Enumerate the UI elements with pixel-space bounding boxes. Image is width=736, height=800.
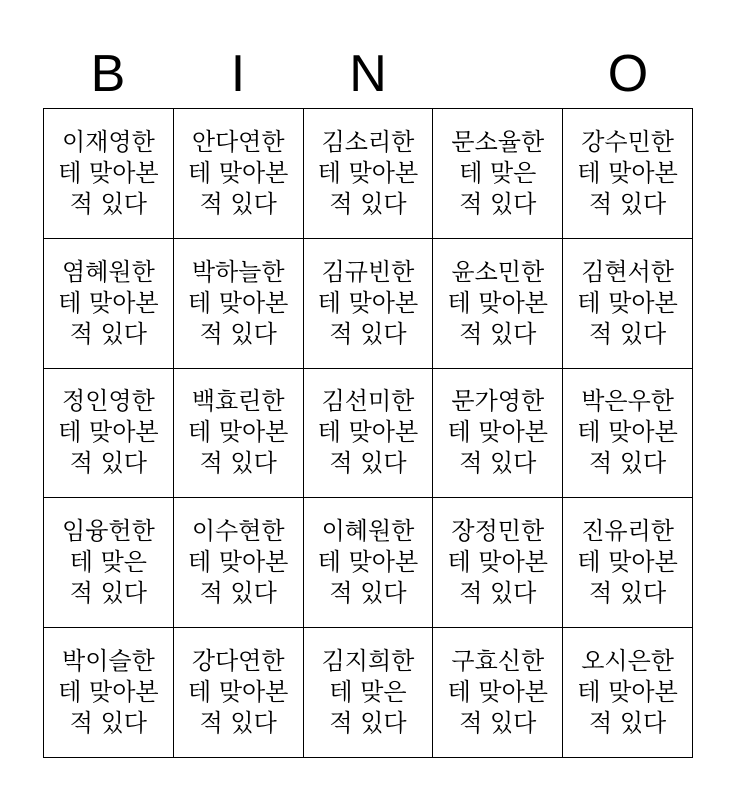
cell-text: 문소율한 테 맞은 적 있다	[451, 127, 545, 218]
cell-text: 장정민한 테 맞아본 적 있다	[447, 517, 548, 608]
bingo-cell[interactable]	[563, 109, 693, 239]
cell-text: 박이슬한 테 맞아본 적 있다	[58, 647, 159, 738]
cell-text: 임융헌한 테 맞은 적 있다	[62, 517, 155, 608]
bingo-cell[interactable]	[563, 498, 693, 628]
bingo-cell[interactable]	[304, 109, 434, 239]
cell-text: 강수민한 테 맞아본 적 있다	[577, 127, 678, 218]
cell-text: 박하늘한 테 맞아본 적 있다	[188, 257, 289, 348]
cell-text: 이재영한 테 맞아본 적 있다	[58, 127, 159, 218]
bingo-cell[interactable]	[44, 109, 174, 239]
bingo-cell[interactable]	[563, 239, 693, 369]
cell-text: 김소리한 테 맞아본 적 있다	[317, 127, 419, 218]
cell-text: 구효신한 테 맞아본 적 있다	[447, 647, 548, 738]
bingo-cell[interactable]	[44, 369, 174, 499]
cell-text: 염혜원한 테 맞아본 적 있다	[58, 257, 159, 348]
bingo-cell[interactable]	[304, 369, 434, 499]
cell-text: 김선미한 테 맞아본 적 있다	[317, 387, 419, 478]
header-letter-i: I	[230, 45, 246, 103]
cell-text: 윤소민한 테 맞아본 적 있다	[447, 257, 548, 348]
cell-text: 이수현한 테 맞아본 적 있다	[188, 517, 289, 608]
bingo-header	[43, 40, 693, 108]
header-letter-o: O	[607, 45, 649, 103]
cell-text: 김지희한 테 맞은 적 있다	[321, 647, 415, 738]
bingo-cell[interactable]	[174, 498, 304, 628]
bingo-cell[interactable]	[174, 369, 304, 499]
bingo-cell[interactable]	[433, 369, 563, 499]
cell-text: 김규빈한 테 맞아본 적 있다	[317, 257, 419, 348]
header-letter-n: N	[349, 45, 387, 103]
bingo-cell[interactable]	[433, 498, 563, 628]
cell-text: 안다연한 테 맞아본 적 있다	[188, 127, 289, 218]
bingo-cell[interactable]	[563, 369, 693, 499]
cell-text: 강다연한 테 맞아본 적 있다	[188, 647, 289, 738]
header-letter-g	[433, 40, 563, 108]
bingo-cell[interactable]	[304, 239, 434, 369]
bingo-cell[interactable]	[433, 109, 563, 239]
bingo-cell[interactable]	[174, 109, 304, 239]
bingo-cell[interactable]	[304, 628, 434, 758]
cell-text: 오시은한 테 맞아본 적 있다	[577, 647, 678, 738]
bingo-cell[interactable]	[433, 239, 563, 369]
cell-text: 이혜원한 테 맞아본 적 있다	[317, 517, 419, 608]
cell-text: 문가영한 테 맞아본 적 있다	[447, 387, 548, 478]
cell-text: 정인영한 테 맞아본 적 있다	[58, 387, 159, 478]
bingo-cell[interactable]	[44, 239, 174, 369]
cell-text: 백효린한 테 맞아본 적 있다	[188, 387, 289, 478]
cell-text: 박은우한 테 맞아본 적 있다	[577, 387, 678, 478]
cell-text: 김현서한 테 맞아본 적 있다	[577, 257, 678, 348]
bingo-cell[interactable]	[304, 498, 434, 628]
bingo-cell[interactable]	[174, 239, 304, 369]
bingo-cell[interactable]	[174, 628, 304, 758]
bingo-cell[interactable]	[563, 628, 693, 758]
bingo-cell[interactable]	[44, 628, 174, 758]
bingo-board	[43, 108, 693, 758]
bingo-cell[interactable]	[433, 628, 563, 758]
bingo-cell[interactable]	[44, 498, 174, 628]
header-letter-b: B	[90, 45, 126, 103]
cell-text: 진유리한 테 맞아본 적 있다	[577, 517, 678, 608]
